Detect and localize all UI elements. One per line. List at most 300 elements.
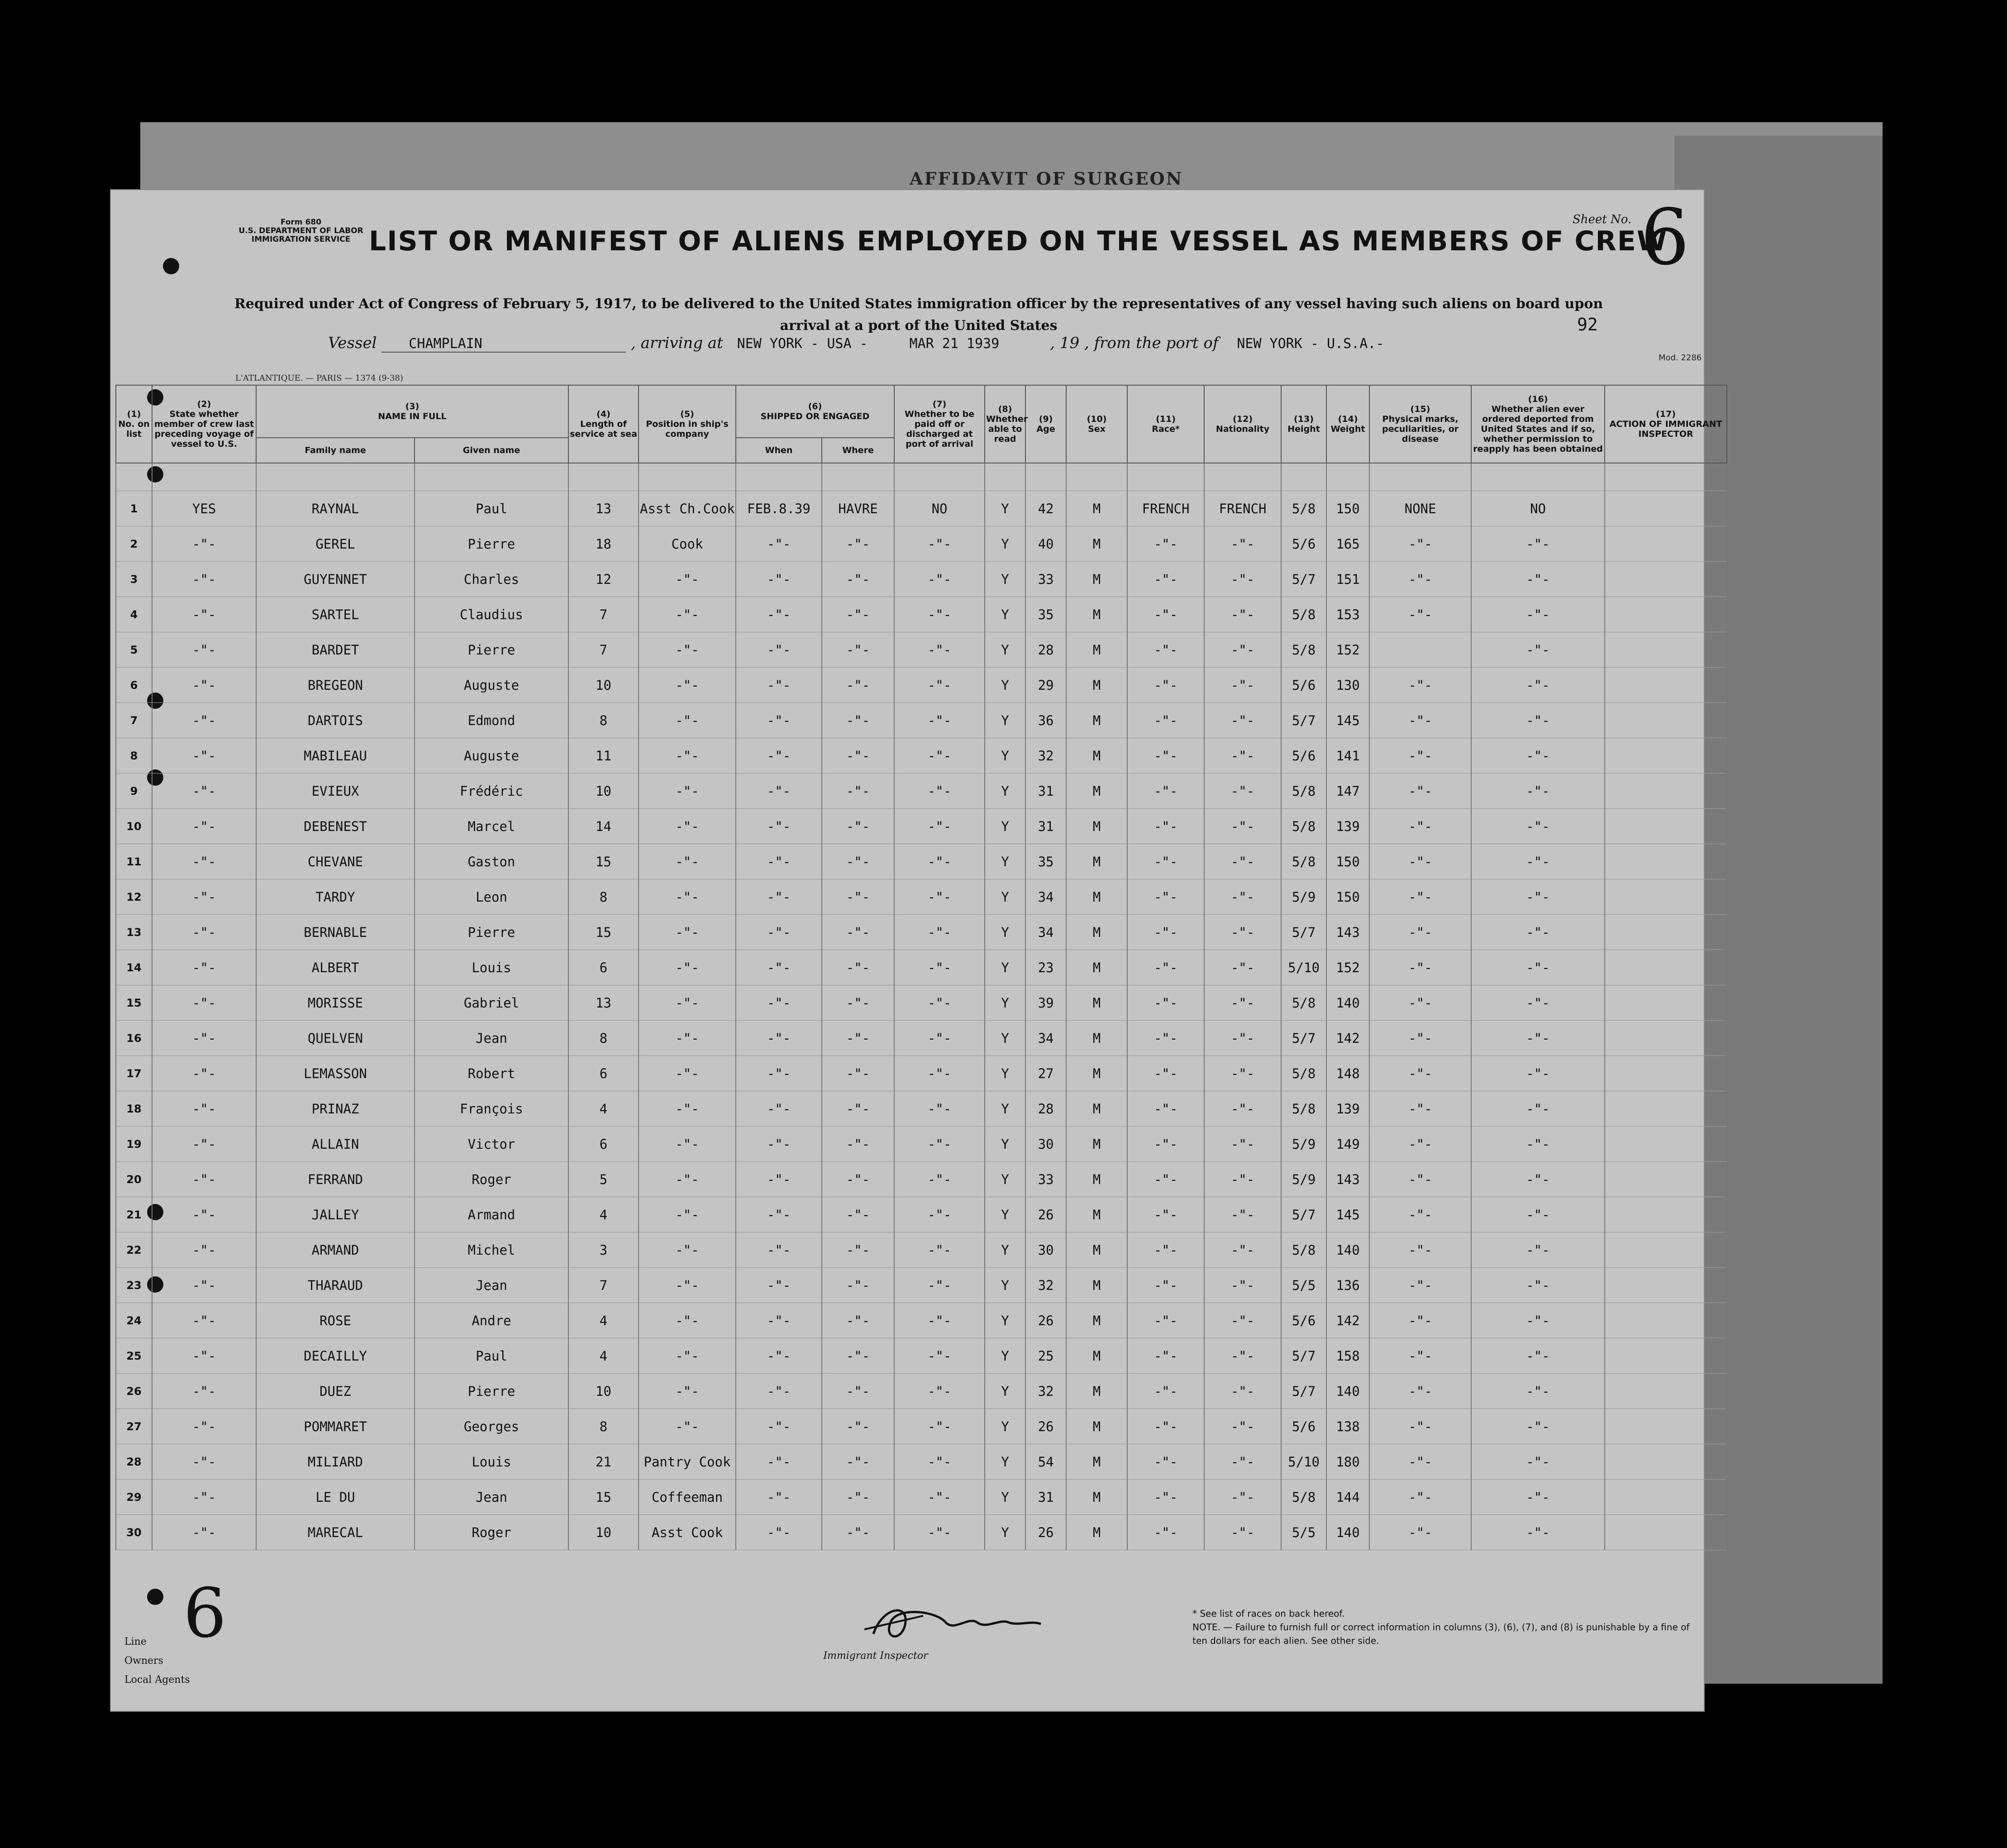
deported-cell: -"-: [1471, 1162, 1605, 1197]
sex-cell: M: [1066, 1232, 1127, 1268]
race-cell: -"-: [1127, 1515, 1204, 1550]
table-row: [116, 1021, 1727, 1056]
position-cell: -"-: [639, 1197, 736, 1232]
position-cell: -"-: [639, 1409, 736, 1444]
weight-cell: 151: [1326, 562, 1369, 597]
deported-cell: -"-: [1471, 1515, 1605, 1550]
shipped-where-cell: -"-: [822, 1056, 894, 1091]
race-cell: -"-: [1127, 844, 1204, 879]
physical-marks-cell: -"-: [1369, 668, 1471, 703]
previous-voyage-cell: -"-: [152, 1268, 256, 1303]
length-of-service-cell: 3: [568, 1232, 639, 1268]
nationality-cell: -"-: [1204, 1409, 1281, 1444]
shipped-where-cell: -"-: [822, 950, 894, 985]
age-cell: 26: [1025, 1515, 1066, 1550]
sex-cell: M: [1066, 562, 1127, 597]
weight-cell: 180: [1326, 1444, 1369, 1480]
row-number-cell: 24: [116, 1303, 152, 1338]
given-name-cell: Marcel: [415, 809, 568, 844]
sex-cell: M: [1066, 526, 1127, 562]
length-of-service-cell: 8: [568, 1409, 639, 1444]
weight-cell: 144: [1326, 1480, 1369, 1515]
able-to-read-cell: Y: [985, 1515, 1025, 1550]
year-suffix: , 19: [1050, 334, 1080, 352]
inspector-action-cell: [1605, 1091, 1727, 1127]
table-row: [116, 915, 1727, 950]
previous-voyage-cell: -"-: [152, 1232, 256, 1268]
line-label: Line: [124, 1636, 147, 1647]
physical-marks-cell: -"-: [1369, 1480, 1471, 1515]
nationality-cell: -"-: [1204, 1268, 1281, 1303]
paid-off-cell: -"-: [894, 1162, 985, 1197]
weight-cell: 139: [1326, 809, 1369, 844]
position-cell: -"-: [639, 1127, 736, 1162]
length-of-service-cell: 10: [568, 1374, 639, 1409]
length-of-service-cell: 8: [568, 1021, 639, 1056]
row-number-cell: 22: [116, 1232, 152, 1268]
physical-marks-cell: -"-: [1369, 985, 1471, 1021]
age-cell: 33: [1025, 1162, 1066, 1197]
paid-off-cell: -"-: [894, 879, 985, 915]
nationality-cell: -"-: [1204, 1197, 1281, 1232]
shipped-when-cell: -"-: [736, 668, 822, 703]
position-cell: -"-: [639, 844, 736, 879]
able-to-read-cell: Y: [985, 1197, 1025, 1232]
header-shipped-or-engaged: (6) SHIPPED OR ENGAGED: [736, 385, 894, 438]
shipped-where-cell: -"-: [822, 1021, 894, 1056]
previous-voyage-cell: -"-: [152, 1515, 256, 1550]
weight-cell: 149: [1326, 1127, 1369, 1162]
family-name-cell: GUYENNET: [256, 562, 415, 597]
sex-cell: M: [1066, 774, 1127, 809]
nationality-cell: -"-: [1204, 1021, 1281, 1056]
sex-cell: M: [1066, 1338, 1127, 1374]
given-name-cell: Pierre: [415, 526, 568, 562]
family-name-cell: JALLEY: [256, 1197, 415, 1232]
deported-cell: -"-: [1471, 1303, 1605, 1338]
height-cell: 5/9: [1281, 879, 1326, 915]
header-position: (5) Position in ship's company: [639, 385, 736, 463]
previous-voyage-cell: -"-: [152, 879, 256, 915]
family-name-cell: LE DU: [256, 1480, 415, 1515]
race-cell: FRENCH: [1127, 491, 1204, 526]
inspector-action-cell: [1605, 491, 1727, 526]
deported-cell: -"-: [1471, 1197, 1605, 1232]
previous-voyage-cell: -"-: [152, 1127, 256, 1162]
family-name-cell: GEREL: [256, 526, 415, 562]
row-number-cell: 18: [116, 1091, 152, 1127]
sex-cell: M: [1066, 1409, 1127, 1444]
able-to-read-cell: Y: [985, 1444, 1025, 1480]
table-row: [116, 950, 1727, 985]
given-name-cell: Pierre: [415, 632, 568, 668]
table-row: [116, 1056, 1727, 1091]
position-cell: -"-: [639, 1268, 736, 1303]
given-name-cell: Andre: [415, 1303, 568, 1338]
shipped-where-cell: -"-: [822, 844, 894, 879]
sex-cell: M: [1066, 809, 1127, 844]
family-name-cell: ROSE: [256, 1303, 415, 1338]
deported-cell: -"-: [1471, 915, 1605, 950]
table-row: [116, 1515, 1727, 1550]
family-name-cell: ARMAND: [256, 1232, 415, 1268]
nationality-cell: -"-: [1204, 668, 1281, 703]
row-number-cell: 7: [116, 703, 152, 738]
previous-voyage-cell: -"-: [152, 668, 256, 703]
physical-marks-cell: -"-: [1369, 738, 1471, 774]
inspector-action-cell: [1605, 1338, 1727, 1374]
age-cell: 26: [1025, 1197, 1066, 1232]
length-of-service-cell: 7: [568, 597, 639, 632]
able-to-read-cell: Y: [985, 1021, 1025, 1056]
length-of-service-cell: 13: [568, 985, 639, 1021]
sex-cell: M: [1066, 1056, 1127, 1091]
previous-voyage-cell: -"-: [152, 1091, 256, 1127]
previous-voyage-cell: -"-: [152, 597, 256, 632]
weight-cell: 130: [1326, 668, 1369, 703]
previous-voyage-cell: -"-: [152, 1197, 256, 1232]
physical-marks-cell: -"-: [1369, 1444, 1471, 1480]
family-name-cell: FERRAND: [256, 1162, 415, 1197]
race-cell: -"-: [1127, 1127, 1204, 1162]
height-cell: 5/8: [1281, 774, 1326, 809]
paid-off-cell: -"-: [894, 738, 985, 774]
height-cell: 5/6: [1281, 738, 1326, 774]
mod-number: Mod. 2286: [1659, 353, 1702, 363]
paid-off-cell: -"-: [894, 950, 985, 985]
previous-voyage-cell: -"-: [152, 1303, 256, 1338]
sex-cell: M: [1066, 985, 1127, 1021]
length-of-service-cell: 15: [568, 1480, 639, 1515]
inspector-action-cell: [1605, 809, 1727, 844]
table-row: [116, 844, 1727, 879]
given-name-cell: Georges: [415, 1409, 568, 1444]
row-number-cell: 29: [116, 1480, 152, 1515]
family-name-cell: SARTEL: [256, 597, 415, 632]
age-cell: 27: [1025, 1056, 1066, 1091]
arriving-label: , arriving at: [631, 334, 723, 352]
age-cell: 30: [1025, 1127, 1066, 1162]
nationality-cell: -"-: [1204, 1232, 1281, 1268]
affidavit-header: AFFIDAVIT OF SURGEON: [910, 168, 1183, 189]
paid-off-cell: -"-: [894, 668, 985, 703]
row-number-cell: 12: [116, 879, 152, 915]
table-row: [116, 1162, 1727, 1197]
shipped-where-cell: -"-: [822, 632, 894, 668]
shipped-where-cell: -"-: [822, 915, 894, 950]
position-cell: -"-: [639, 1338, 736, 1374]
physical-marks-cell: -"-: [1369, 950, 1471, 985]
length-of-service-cell: 4: [568, 1338, 639, 1374]
age-cell: 28: [1025, 1091, 1066, 1127]
header-previous-voyage: (2) State whether member of crew last preceding voyage of vessel to U.S.: [152, 385, 256, 463]
position-cell: -"-: [639, 774, 736, 809]
row-number-cell: 11: [116, 844, 152, 879]
height-cell: 5/6: [1281, 668, 1326, 703]
row-number-cell: 26: [116, 1374, 152, 1409]
table-row: [116, 526, 1727, 562]
physical-marks-cell: -"-: [1369, 597, 1471, 632]
weight-cell: 140: [1326, 985, 1369, 1021]
age-cell: 36: [1025, 703, 1066, 738]
spacer-row: [116, 463, 1727, 491]
shipped-when-cell: -"-: [736, 1162, 822, 1197]
length-of-service-cell: 13: [568, 491, 639, 526]
row-number-cell: 28: [116, 1444, 152, 1480]
sex-cell: M: [1066, 597, 1127, 632]
weight-cell: 140: [1326, 1374, 1369, 1409]
given-name-cell: Victor: [415, 1127, 568, 1162]
deported-cell: -"-: [1471, 703, 1605, 738]
inspector-action-cell: [1605, 1197, 1727, 1232]
previous-voyage-cell: YES: [152, 491, 256, 526]
physical-marks-cell: -"-: [1369, 809, 1471, 844]
shipped-when-cell: -"-: [736, 738, 822, 774]
shipped-where-cell: -"-: [822, 1162, 894, 1197]
age-cell: 23: [1025, 950, 1066, 985]
position-cell: -"-: [639, 1232, 736, 1268]
shipped-when-cell: -"-: [736, 985, 822, 1021]
race-cell: -"-: [1127, 1374, 1204, 1409]
deported-cell: -"-: [1471, 1374, 1605, 1409]
paid-off-cell: -"-: [894, 1374, 985, 1409]
header-given-name: Given name: [415, 438, 568, 463]
inspector-label: Immigrant Inspector: [823, 1650, 928, 1662]
age-cell: 29: [1025, 668, 1066, 703]
age-cell: 26: [1025, 1409, 1066, 1444]
paid-off-cell: -"-: [894, 774, 985, 809]
able-to-read-cell: Y: [985, 491, 1025, 526]
physical-marks-cell: -"-: [1369, 1268, 1471, 1303]
nationality-cell: -"-: [1204, 1374, 1281, 1409]
header-when: When: [736, 438, 822, 463]
table-row: [116, 1480, 1727, 1515]
shipped-where-cell: -"-: [822, 703, 894, 738]
weight-cell: 153: [1326, 597, 1369, 632]
paid-off-cell: -"-: [894, 1480, 985, 1515]
inspector-action-cell: [1605, 1021, 1727, 1056]
able-to-read-cell: Y: [985, 1127, 1025, 1162]
nationality-cell: -"-: [1204, 915, 1281, 950]
previous-voyage-cell: -"-: [152, 1162, 256, 1197]
deported-cell: -"-: [1471, 950, 1605, 985]
able-to-read-cell: Y: [985, 1091, 1025, 1127]
physical-marks-cell: -"-: [1369, 844, 1471, 879]
previous-voyage-cell: -"-: [152, 1480, 256, 1515]
deported-cell: -"-: [1471, 668, 1605, 703]
given-name-cell: Gaston: [415, 844, 568, 879]
height-cell: 5/6: [1281, 1303, 1326, 1338]
height-cell: 5/7: [1281, 1021, 1326, 1056]
deported-cell: -"-: [1471, 738, 1605, 774]
race-cell: -"-: [1127, 738, 1204, 774]
table-row: [116, 1338, 1727, 1374]
sex-cell: M: [1066, 1480, 1127, 1515]
physical-marks-cell: -"-: [1369, 879, 1471, 915]
given-name-cell: Paul: [415, 1338, 568, 1374]
manifest-page: [111, 190, 1722, 1711]
sex-cell: M: [1066, 738, 1127, 774]
deported-cell: -"-: [1471, 1444, 1605, 1480]
weight-cell: 139: [1326, 1091, 1369, 1127]
sheet-number: 6: [1640, 193, 1690, 282]
inspector-action-cell: [1605, 526, 1727, 562]
inspector-action-cell: [1605, 1127, 1727, 1162]
inspector-action-cell: [1605, 1303, 1727, 1338]
height-cell: 5/8: [1281, 1056, 1326, 1091]
table-row: [116, 774, 1727, 809]
deported-cell: NO: [1471, 491, 1605, 526]
sex-cell: M: [1066, 1162, 1127, 1197]
shipped-when-cell: -"-: [736, 1268, 822, 1303]
nationality-cell: -"-: [1204, 1338, 1281, 1374]
age-cell: 33: [1025, 562, 1066, 597]
table-row: [116, 738, 1727, 774]
physical-marks-cell: -"-: [1369, 915, 1471, 950]
paid-off-cell: -"-: [894, 1127, 985, 1162]
sex-cell: M: [1066, 1197, 1127, 1232]
length-of-service-cell: 10: [568, 1515, 639, 1550]
paid-off-cell: -"-: [894, 1444, 985, 1480]
height-cell: 5/8: [1281, 632, 1326, 668]
header-length-of-service: (4) Length of service at sea: [568, 385, 639, 463]
given-name-cell: Jean: [415, 1268, 568, 1303]
given-name-cell: Jean: [415, 1021, 568, 1056]
shipped-where-cell: -"-: [822, 738, 894, 774]
able-to-read-cell: Y: [985, 1232, 1025, 1268]
from-label: , from the port of: [1084, 334, 1219, 352]
paid-off-cell: -"-: [894, 1056, 985, 1091]
shipped-where-cell: -"-: [822, 1091, 894, 1127]
table-row: [116, 985, 1727, 1021]
given-name-cell: Roger: [415, 1162, 568, 1197]
paid-off-cell: -"-: [894, 703, 985, 738]
shipped-where-cell: -"-: [822, 1480, 894, 1515]
length-of-service-cell: 21: [568, 1444, 639, 1480]
vessel-line: [328, 334, 1427, 353]
previous-voyage-cell: -"-: [152, 774, 256, 809]
nationality-cell: -"-: [1204, 1162, 1281, 1197]
row-number-cell: 6: [116, 668, 152, 703]
height-cell: 5/8: [1281, 1232, 1326, 1268]
table-row: [116, 491, 1727, 526]
inspector-action-cell: [1605, 1444, 1727, 1480]
table-row: [116, 703, 1727, 738]
able-to-read-cell: Y: [985, 844, 1025, 879]
shipped-when-cell: FEB.8.39: [736, 491, 822, 526]
physical-marks-cell: -"-: [1369, 562, 1471, 597]
position-cell: Pantry Cook: [639, 1444, 736, 1480]
length-of-service-cell: 18: [568, 526, 639, 562]
height-cell: 5/6: [1281, 1409, 1326, 1444]
age-cell: 32: [1025, 738, 1066, 774]
shipped-where-cell: HAVRE: [822, 491, 894, 526]
weight-cell: 140: [1326, 1515, 1369, 1550]
family-name-cell: PRINAZ: [256, 1091, 415, 1127]
height-cell: 5/7: [1281, 1374, 1326, 1409]
table-row: [116, 879, 1727, 915]
age-cell: 34: [1025, 879, 1066, 915]
shipped-where-cell: -"-: [822, 809, 894, 844]
length-of-service-cell: 12: [568, 562, 639, 597]
shipped-where-cell: -"-: [822, 1232, 894, 1268]
given-name-cell: Pierre: [415, 1374, 568, 1409]
shipped-where-cell: -"-: [822, 526, 894, 562]
row-number-cell: 2: [116, 526, 152, 562]
given-name-cell: François: [415, 1091, 568, 1127]
page-title: LIST OR MANIFEST OF ALIENS EMPLOYED ON THE VESSEL AS MEMBERS OF CREW: [369, 225, 1668, 257]
header-deported: (16) Whether alien ever ordered deported from United States and if so, whether permission to reapply has been obtained: [1471, 385, 1605, 463]
deported-cell: -"-: [1471, 844, 1605, 879]
header-no-on-list: (1) No. on list: [116, 385, 152, 463]
inspector-action-cell: [1605, 1480, 1727, 1515]
previous-voyage-cell: -"-: [152, 1374, 256, 1409]
form-number: Form 680: [280, 218, 322, 227]
able-to-read-cell: Y: [985, 879, 1025, 915]
inspector-action-cell: [1605, 1162, 1727, 1197]
length-of-service-cell: 15: [568, 915, 639, 950]
position-cell: -"-: [639, 985, 736, 1021]
physical-marks-cell: -"-: [1369, 1338, 1471, 1374]
physical-marks-cell: -"-: [1369, 1021, 1471, 1056]
position-cell: -"-: [639, 703, 736, 738]
footnote: [1192, 1607, 1690, 1647]
nationality-cell: -"-: [1204, 1303, 1281, 1338]
row-number-cell: 30: [116, 1515, 152, 1550]
length-of-service-cell: 6: [568, 1056, 639, 1091]
shipped-when-cell: -"-: [736, 1197, 822, 1232]
race-cell: -"-: [1127, 1056, 1204, 1091]
previous-voyage-cell: -"-: [152, 1338, 256, 1374]
inspector-action-cell: [1605, 562, 1727, 597]
paid-off-cell: -"-: [894, 809, 985, 844]
shipped-when-cell: -"-: [736, 1338, 822, 1374]
nationality-cell: -"-: [1204, 562, 1281, 597]
inspector-action-cell: [1605, 985, 1727, 1021]
owners-label: Owners: [124, 1655, 163, 1667]
weight-cell: 147: [1326, 774, 1369, 809]
weight-cell: 152: [1326, 950, 1369, 985]
shipped-where-cell: -"-: [822, 879, 894, 915]
previous-voyage-cell: -"-: [152, 562, 256, 597]
sex-cell: M: [1066, 1127, 1127, 1162]
shipped-when-cell: -"-: [736, 1127, 822, 1162]
nationality-cell: -"-: [1204, 1480, 1281, 1515]
deported-cell: -"-: [1471, 1409, 1605, 1444]
printer-imprint: L'ATLANTIQUE. — PARIS — 1374 (9-38): [235, 373, 403, 383]
family-name-cell: TARDY: [256, 879, 415, 915]
age-cell: 31: [1025, 774, 1066, 809]
weight-cell: 140: [1326, 1232, 1369, 1268]
sex-cell: M: [1066, 1021, 1127, 1056]
physical-marks-cell: -"-: [1369, 1374, 1471, 1409]
length-of-service-cell: 4: [568, 1091, 639, 1127]
physical-marks-cell: -"-: [1369, 1409, 1471, 1444]
sex-cell: M: [1066, 1374, 1127, 1409]
weight-cell: 145: [1326, 1197, 1369, 1232]
shipped-when-cell: -"-: [736, 1021, 822, 1056]
table-row: [116, 597, 1727, 632]
sex-cell: M: [1066, 668, 1127, 703]
height-cell: 5/5: [1281, 1268, 1326, 1303]
given-name-cell: Paul: [415, 491, 568, 526]
height-cell: 5/8: [1281, 809, 1326, 844]
shipped-when-cell: -"-: [736, 703, 822, 738]
header-age: (9) Age: [1025, 385, 1066, 463]
shipped-where-cell: -"-: [822, 1127, 894, 1162]
paid-off-cell: -"-: [894, 985, 985, 1021]
deported-cell: -"-: [1471, 879, 1605, 915]
